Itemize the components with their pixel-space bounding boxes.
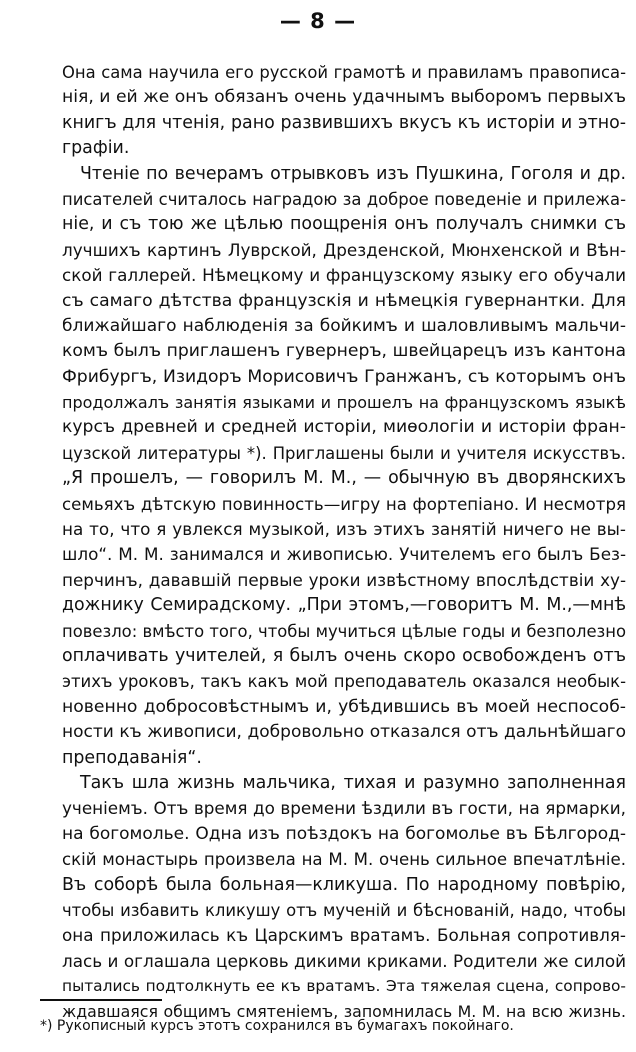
text-line: ской галлерей. Нѣмецкому и французскому языку его обучали	[62, 265, 626, 286]
text-line: ученіемъ. Отъ время до времени ѣздили въ гости, на ярмарки,	[62, 798, 626, 819]
paragraph	[62, 60, 626, 162]
text-line: она приложилась къ Царскимъ вратамъ. Больная сопротивля-	[62, 925, 626, 946]
text-line: лась и оглашала церковь дикими криками. Родители же силой	[62, 950, 626, 971]
text-line: дожнику Семирадскому. „При этомъ,—говоритъ М. М.,—мнѣ	[62, 595, 626, 616]
text-line: пытались подтолкнуть ее къ вратамъ. Эта тяжелая сцена, сопрово-	[62, 977, 626, 996]
text-line: Въ соборѣ была больная—кликуша. По народному повѣрію,	[62, 874, 626, 895]
text-line: писателей считалось наградою за доброе поведеніе и прилежа-	[62, 189, 626, 209]
text-line: оплачивать учителей, я былъ очень скоро освобожденъ отъ	[62, 645, 626, 666]
text-line: книгъ для чтенія, рано развившихъ вкусъ къ исторіи и этно-	[62, 112, 626, 133]
text-line: графіи.	[62, 138, 130, 159]
text-line: чтобы избавить кликушу отъ мученій и бѣснованій, надо, чтобы	[62, 900, 626, 920]
text-line: ближайшаго наблюденія за бойкимъ и шаловливымъ мальчи-	[62, 315, 626, 336]
text-line: на богомолье. Одна изъ поѣздокъ на богомолье въ Бѣлгород-	[62, 823, 626, 844]
text-line: курсъ древней и средней исторіи, миѳологіи и исторіи фран-	[62, 417, 626, 438]
text-line: повезло: вмѣсто того, чтобы мучиться цѣлые годы и безполезно	[62, 621, 626, 641]
text-line: скій монастырь произвела на М. М. очень сильное впечатлѣніе.	[62, 850, 626, 870]
text-line: преподаванія“.	[62, 747, 202, 768]
text-line: шло“. М. М. занимался и живописью. Учителемъ его былъ Без-	[62, 544, 626, 565]
text-line: ждавшаяся общимъ смятеніемъ, запомнилась М. М. на всю жизнь.	[62, 1002, 626, 1022]
text-line: Она сама научила его русской грамотѣ и правиламъ правописа-	[62, 63, 626, 82]
text-line: съ самаго дѣтства французскія и нѣмецкія гувернантки. Для	[62, 290, 626, 311]
text-line: продолжалъ занятія языками и прошелъ на французскомъ языкѣ	[62, 393, 626, 413]
text-line: ніе, и съ тою же цѣлью поощренія онъ получалъ снимки съ	[62, 214, 626, 235]
text-line: этихъ уроковъ, такъ какъ мой преподаватель оказался необык-	[62, 672, 626, 692]
text-line: Такъ шла жизнь мальчика, тихая и разумно заполненная	[80, 772, 626, 793]
footnote: *) Рукописный курсъ этотъ сохранился въ бумагахъ покойнаго.	[40, 1018, 514, 1034]
text-line: „Я прошелъ, — говорилъ М. М., — обычную въ дворянскихъ	[62, 468, 626, 489]
text-line: ности къ живописи, добровольно отказался отъ дальнѣйшаго	[62, 722, 626, 743]
text-line: перчинъ, дававшій первые уроки извѣстному впослѣдствіи ху-	[62, 569, 626, 590]
text-line: цузской литературы *). Приглашены были и учителя искусствъ.	[62, 443, 626, 463]
paragraph	[62, 162, 626, 771]
text-line: Чтеніе по вечерамъ отрывковъ изъ Пушкина, Гоголя и др.	[80, 163, 626, 184]
footnote-divider	[40, 999, 162, 1001]
paragraph	[62, 771, 626, 1025]
text-line: комъ былъ приглашенъ гувернеръ, швейцарецъ изъ кантона	[62, 341, 626, 362]
text-line: лучшихъ картинъ Луврской, Дрезденской, Мюнхенской и Вѣн-	[62, 239, 626, 260]
body-text	[62, 60, 626, 1025]
text-line: новенно добросовѣстнымъ и, убѣдившись въ моей неспособ-	[62, 696, 626, 717]
text-line: семьяхъ дѣтскую повинность—игру на фортепіано. И несмотря	[62, 494, 626, 514]
text-line: нія, и ей же онъ обязанъ очень удачнымъ выборомъ первыхъ	[62, 87, 626, 108]
page-number: — 8 —	[279, 9, 357, 33]
text-line: Фрибургъ, Изидоръ Морисовичъ Гранжанъ, съ которымъ онъ	[62, 366, 626, 387]
text-line: на то, что я увлекся музыкой, изъ этихъ занятій ничего не вы-	[62, 519, 626, 540]
